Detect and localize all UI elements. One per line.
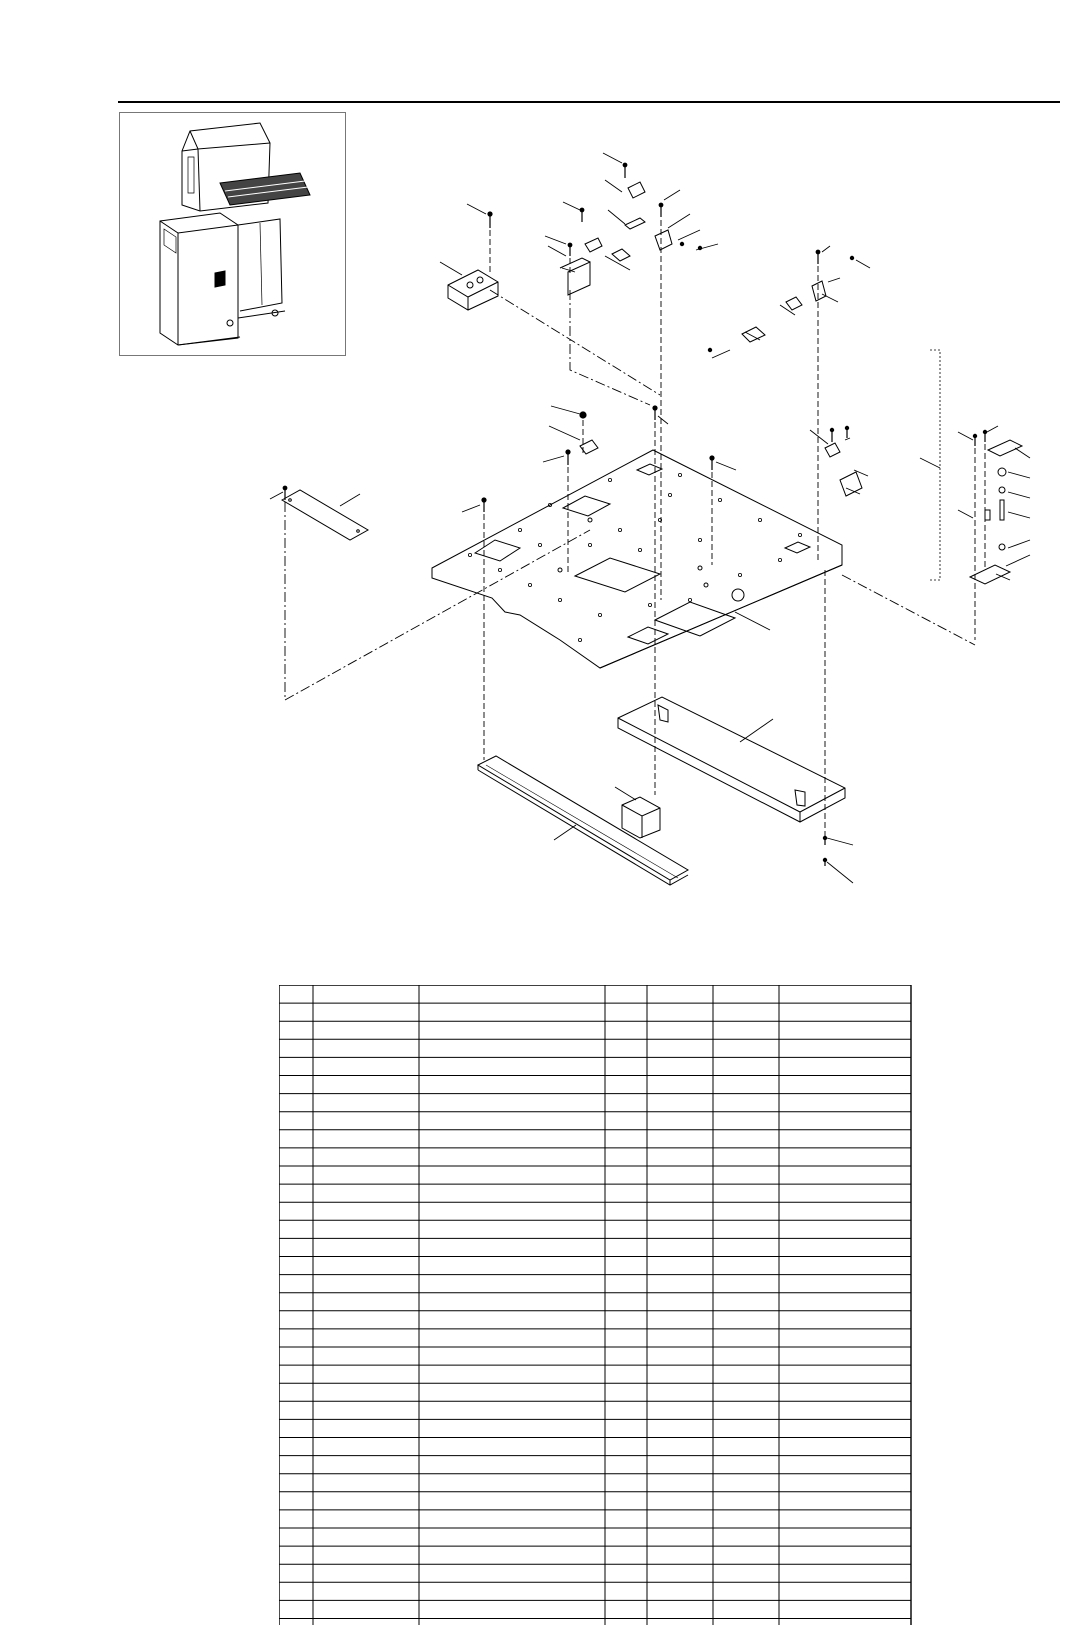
parts-list-table: [279, 985, 913, 1625]
parts-list-grid: [279, 985, 913, 1625]
spacer-block: [622, 797, 660, 838]
base-plate: [432, 450, 842, 668]
l-bracket: [568, 262, 590, 295]
small-bracket: [625, 218, 645, 229]
cover-plate: [282, 490, 368, 540]
